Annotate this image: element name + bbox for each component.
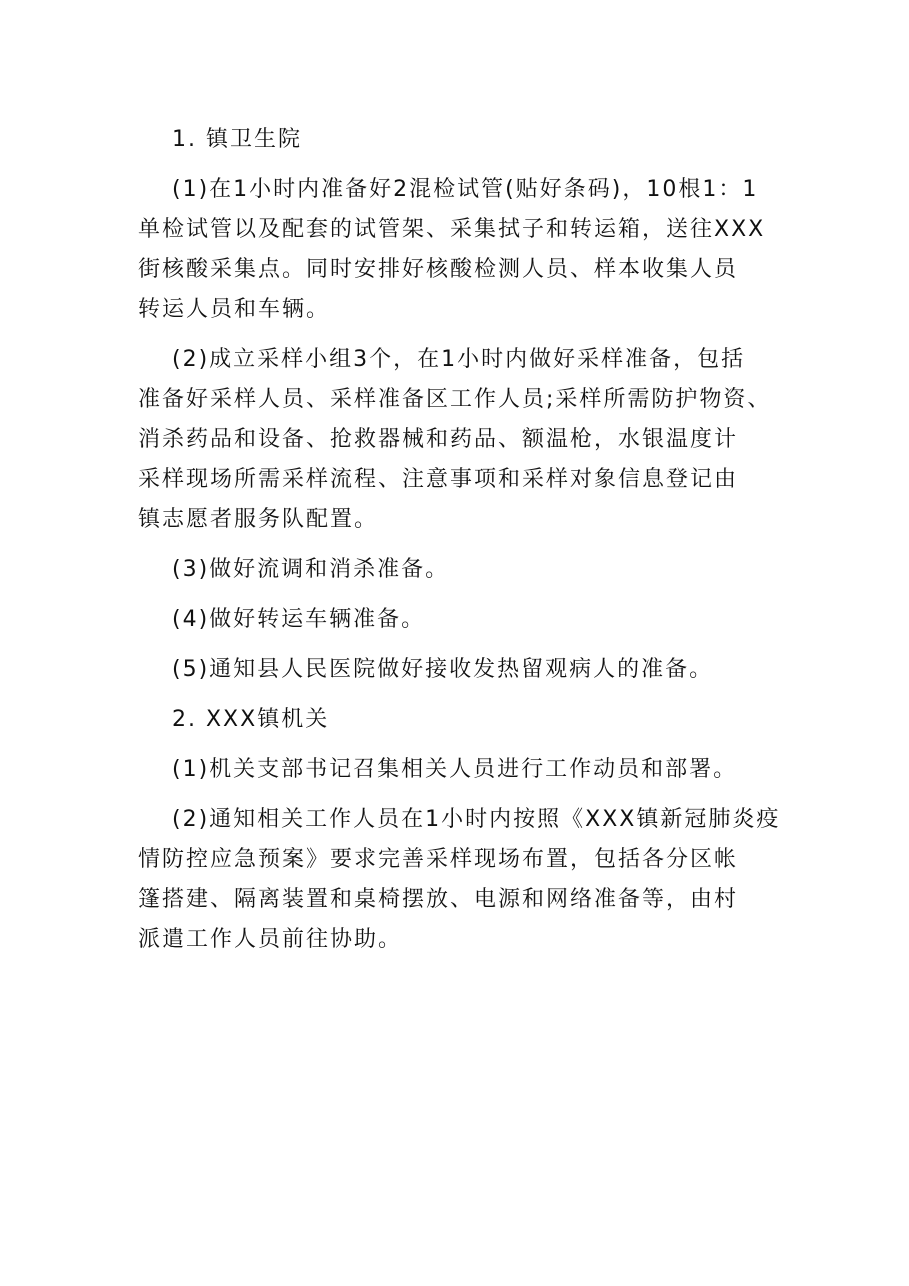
- text-line: 采样现场所需采样流程、注意事项和采样对象信息登记由: [138, 467, 739, 492]
- paragraph-1-4: [138, 600, 778, 640]
- text-line: (1)机关支部书记召集相关人员进行工作动员和部署。: [172, 757, 738, 782]
- text-line: 篷搭建、隔离装置和桌椅摆放、电源和网络准备等，由村: [138, 887, 739, 912]
- text-line: (2)成立采样小组3个，在1小时内做好采样准备，包括: [172, 347, 746, 372]
- text-line: (4)做好转运车辆准备。: [172, 607, 426, 632]
- text-line: 1. 镇卫生院: [172, 127, 302, 152]
- document-body: [138, 120, 781, 970]
- text-line: 派遣工作人员前往协助。: [138, 927, 403, 952]
- paragraph-2-2: [138, 800, 781, 960]
- text-line: 镇志愿者服务队配置。: [138, 507, 379, 532]
- text-line: (5)通知县人民医院做好接收发热留观病人的准备。: [172, 657, 714, 682]
- text-line: 准备好采样人员、采样准备区工作人员;采样所需防护物资、: [138, 387, 772, 412]
- text-line: 街核酸采集点。同时安排好核酸检测人员、样本收集人员: [138, 257, 739, 282]
- text-line: (2)通知相关工作人员在1小时内按照《XXX镇新冠肺炎疫: [172, 807, 781, 832]
- paragraph-1-5: [138, 650, 778, 690]
- text-line: 转运人员和车辆。: [138, 297, 331, 322]
- text-line: 2. XXX镇机关: [172, 707, 330, 732]
- text-line: 情防控应急预案》要求完善采样现场布置，包括各分区帐: [138, 847, 739, 872]
- section-heading-1: [138, 120, 778, 160]
- paragraph-2-1: [138, 750, 778, 790]
- paragraph-1-2: [138, 340, 778, 540]
- section-heading-2: [138, 700, 778, 740]
- text-line: (1)在1小时内准备好2混检试管(贴好条码)，10根1：1: [172, 177, 759, 202]
- paragraph-1-1: [138, 170, 778, 330]
- text-line: (3)做好流调和消杀准备。: [172, 557, 450, 582]
- paragraph-1-3: [138, 550, 778, 590]
- text-line: 单检试管以及配套的试管架、采集拭子和转运箱，送往XXX: [138, 217, 766, 242]
- text-line: 消杀药品和设备、抢救器械和药品、额温枪，水银温度计: [138, 427, 739, 452]
